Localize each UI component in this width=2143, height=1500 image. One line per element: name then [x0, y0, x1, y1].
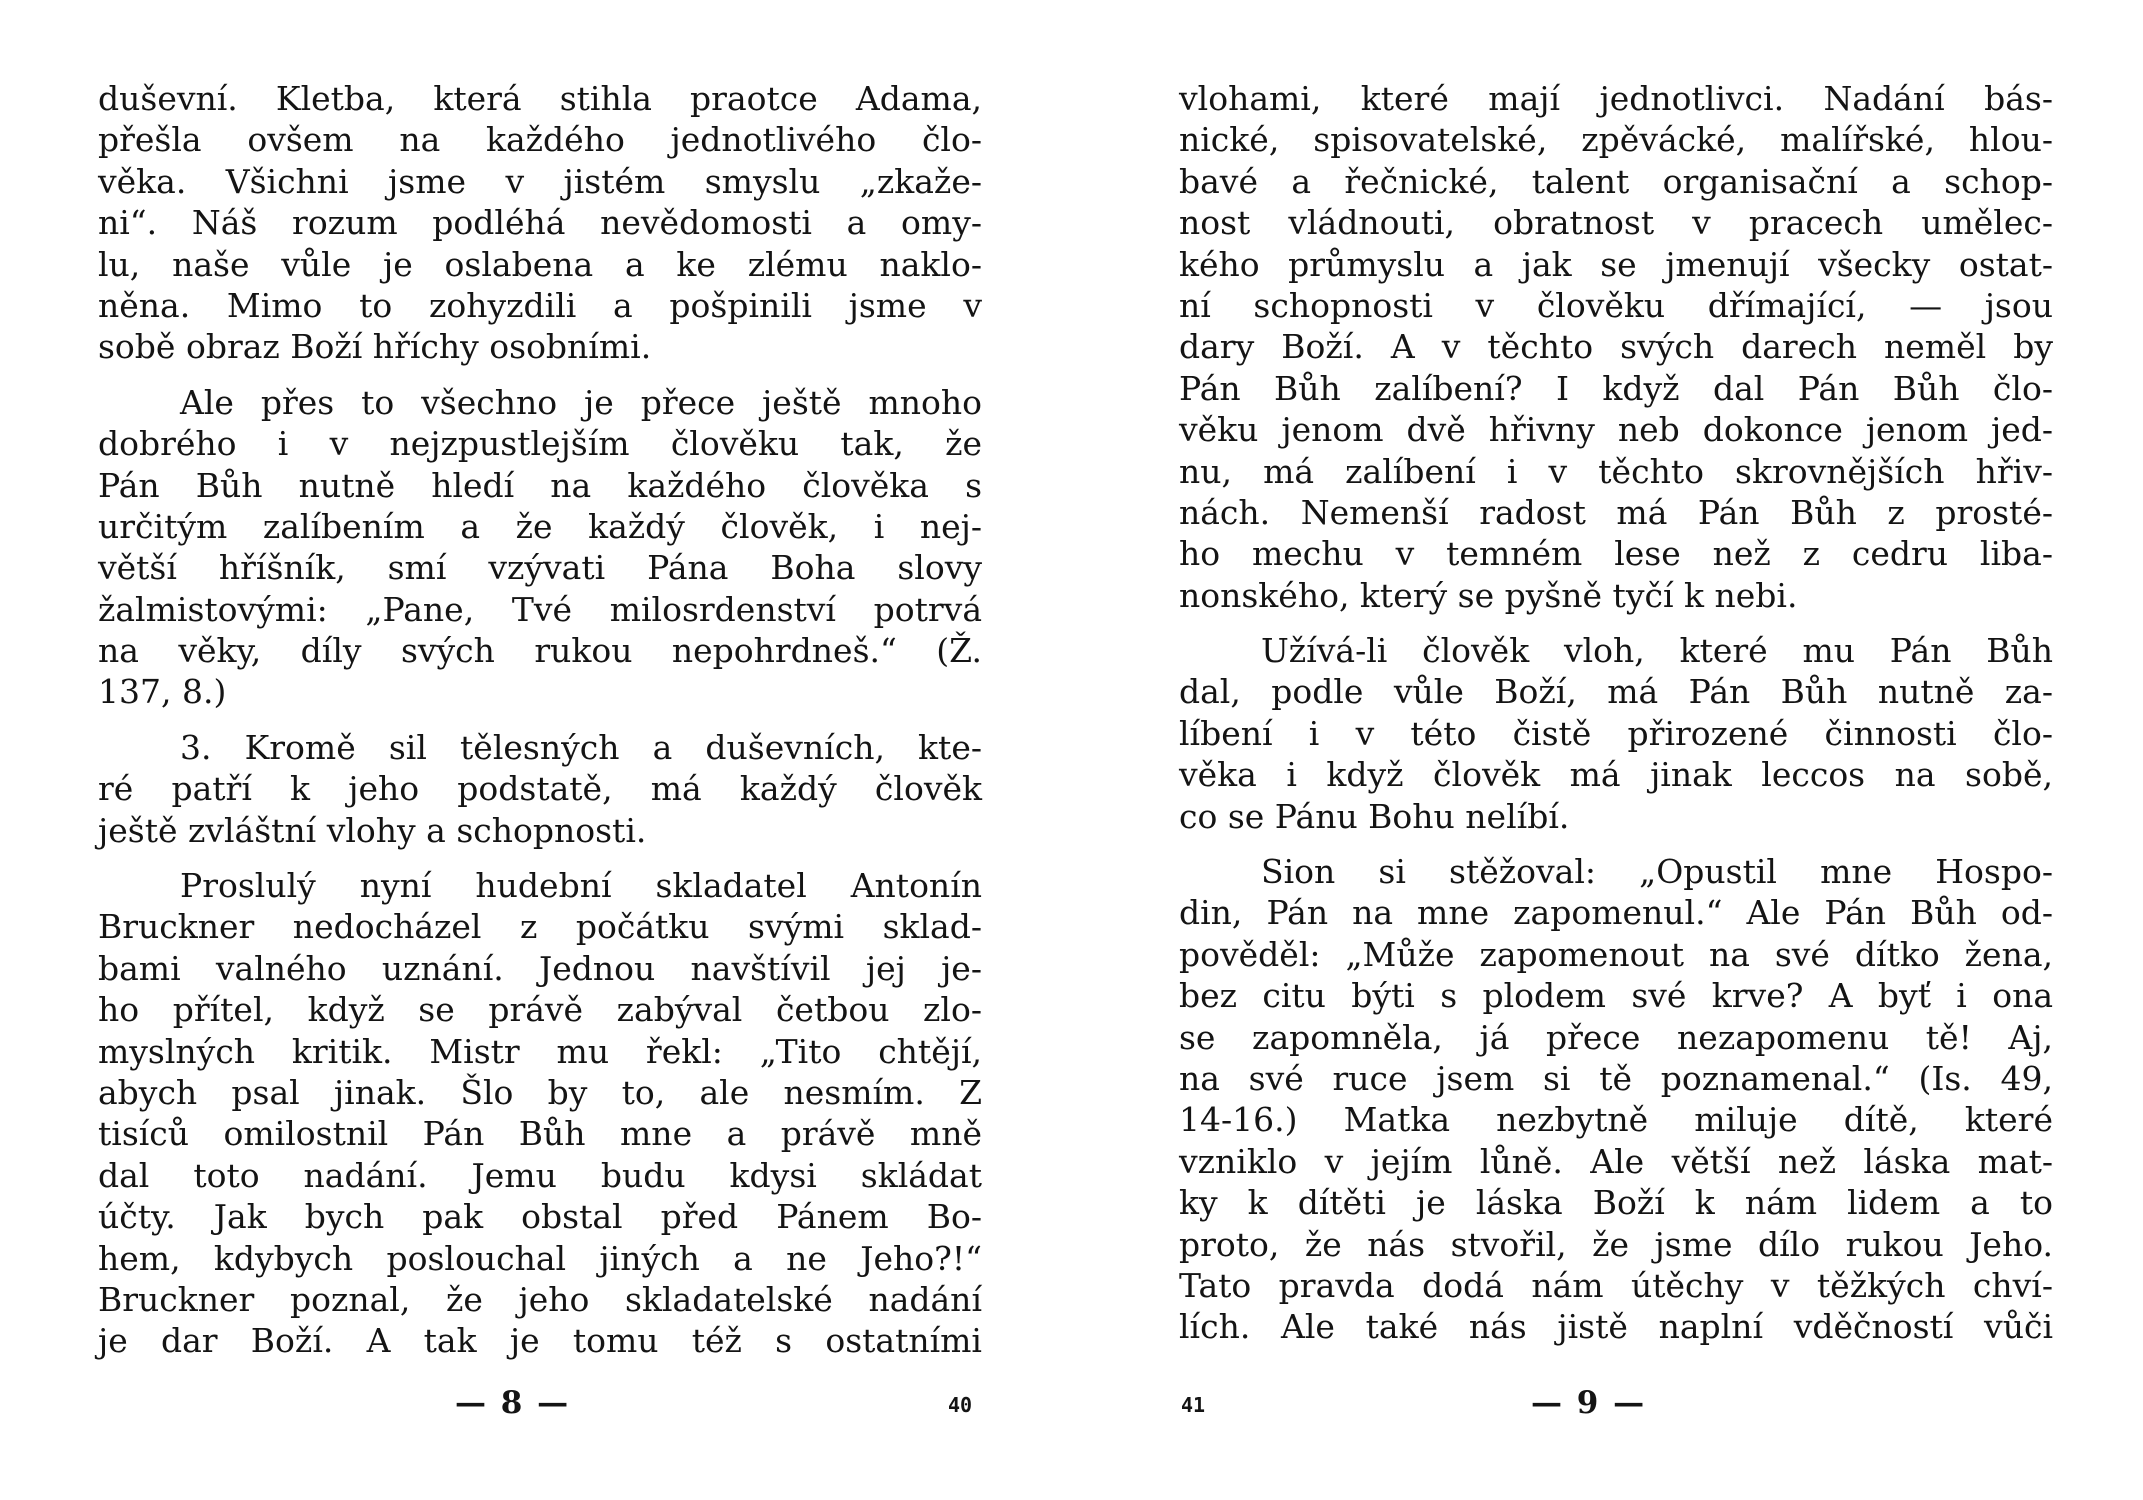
text-line: dal toto nadání. Jemu budu kdysi skládat: [98, 1155, 982, 1195]
text-line: líbení i v této čistě přirozené činnosti člo-: [1179, 713, 2053, 753]
text-line: hem, kdybych poslouchal jiných a ne Jeho?!“: [98, 1238, 982, 1278]
text-line: Tato pravda dodá nám útěchy v těžkých chví-: [1179, 1265, 2053, 1305]
text-line: ho přítel, když se právě zabýval četbou zlo-: [98, 990, 982, 1030]
text-line: přešla ovšem na každého jednotlivého člo-: [98, 120, 982, 160]
text-line: nost vládnouti, obratnost v pracech umělec-: [1179, 203, 2053, 243]
page-number: — 9 —: [1531, 1385, 1647, 1421]
text-line: lích. Ale také nás jistě naplní vděčností vůči: [1179, 1307, 2053, 1347]
left-page-text: [98, 78, 982, 1376]
text-line: pověděl: „Může zapomenout na své dítko žena,: [1179, 934, 2053, 974]
text-line: sobě obraz Boží hříchy osobními.: [98, 327, 652, 367]
text-line: věku jenom dvě hřivny neb dokonce jenom jed-: [1179, 410, 2053, 450]
text-line: ještě zvláštní vlohy a schopnosti.: [98, 810, 647, 850]
text-line: dal, podle vůle Boží, má Pán Bůh nutně za-: [1179, 672, 2053, 712]
text-line: účty. Jak bych pak obstal před Pánem Bo-: [98, 1197, 982, 1237]
text-line: na své ruce jsem si tě poznamenal.“ (Is. 49,: [1179, 1058, 2053, 1098]
text-line: 14-16.) Matka nezbytně miluje dítě, které: [1179, 1100, 2053, 1140]
text-line: nické, spisovatelské, zpěvácké, malířské, hlou-: [1179, 120, 2053, 160]
text-line: lu, naše vůle je oslabena a ke zlému naklo-: [98, 244, 982, 284]
text-line: Proslulý nyní hudební skladatel Antonín: [180, 866, 982, 906]
paragraph: [1179, 630, 2053, 837]
sheet-number: 41: [1181, 1393, 1206, 1417]
text-line: duševní. Kletba, která stihla praotce Adama,: [98, 79, 982, 118]
text-line: se zapomněla, já přece nezapomenu tě! Aj,: [1179, 1017, 2053, 1057]
text-line: věka. Všichni jsme v jistém smyslu „zkaže-: [98, 161, 982, 201]
text-line: ho mechu v temném lese než z cedru liba-: [1179, 534, 2053, 574]
text-line: dobrého i v nejzpustlejším člověku tak, že: [98, 424, 982, 464]
text-line: bami valného uznání. Jednou navštívil jej je-: [98, 948, 982, 988]
text-line: nu, má zalíbení i v těchto skrovnějších hřiv-: [1179, 451, 2053, 491]
right-page: [1071, 0, 2143, 1500]
paragraph: [1179, 78, 2053, 616]
text-line: Pán Bůh nutně hledí na každého člověka s: [98, 465, 982, 505]
text-line: ní schopnosti v člověku dřímající, — jsou: [1179, 285, 2053, 325]
text-line: určitým zalíbením a že každý člověk, i nej-: [98, 506, 982, 546]
text-line: ky k dítěti je láska Boží k nám lidem a to: [1179, 1183, 2053, 1223]
text-line: bez citu býti s plodem své krve? A byť i ona: [1179, 976, 2053, 1016]
page-number: — 8 —: [455, 1385, 571, 1421]
text-line: din, Pán na mne zapomenul.“ Ale Pán Bůh od-: [1179, 893, 2053, 933]
text-line: bavé a řečnické, talent organisační a schop-: [1179, 161, 2053, 201]
text-line: ni“. Náš rozum podléhá nevědomosti a omy-: [98, 203, 982, 243]
text-line: dary Boží. A v těchto svých darech neměl by: [1179, 327, 2053, 367]
text-line: Užívá-li člověk vloh, které mu Pán Bůh: [1261, 631, 2053, 671]
paragraph: [98, 78, 982, 368]
paragraph: [98, 865, 982, 1362]
text-line: tisíců omilostnil Pán Bůh mne a právě mně: [98, 1114, 982, 1154]
paragraph: [98, 727, 982, 851]
text-line: nonského, který se pyšně tyčí k nebi.: [1179, 575, 1798, 615]
left-page: [0, 0, 1071, 1500]
text-line: ré patří k jeho podstatě, má každý člověk: [98, 769, 982, 809]
text-line: Bruckner nedocházel z počátku svými sklad-: [98, 907, 982, 947]
text-line: něna. Mimo to zohyzdili a pošpinili jsme v: [98, 285, 982, 325]
text-line: kého průmyslu a jak se jmenují všecky ostat-: [1179, 244, 2053, 284]
text-line: 137, 8.): [98, 672, 227, 712]
right-page-text: [1179, 78, 2053, 1362]
text-line: proto, že nás stvořil, že jsme dílo rukou Jeho.: [1179, 1224, 2053, 1264]
text-line: 3. Kromě sil tělesných a duševních, kte-: [180, 727, 982, 767]
paragraph: [98, 382, 982, 713]
text-line: je dar Boží. A tak je tomu též s ostatními: [98, 1321, 982, 1361]
sheet-number: 40: [948, 1393, 973, 1417]
text-line: Pán Bůh zalíbení? I když dal Pán Bůh člo-: [1179, 368, 2053, 408]
text-line: Sion si stěžoval: „Opustil mne Hospo-: [1261, 852, 2053, 892]
text-line: vlohami, které mají jednotlivci. Nadání bás-: [1179, 79, 2053, 118]
text-line: žalmistovými: „Pane, Tvé milosrdenství potrvá: [98, 589, 982, 629]
text-line: na věky, díly svých rukou nepohrdneš.“ (Ž.: [98, 631, 982, 671]
text-line: vzniklo v jejím lůně. Ale větší než láska mat-: [1179, 1141, 2053, 1181]
text-line: abych psal jinak. Šlo by to, ale nesmím. Z: [98, 1072, 982, 1112]
text-line: věka i když člověk má jinak leccos na sobě,: [1179, 755, 2053, 795]
text-line: nách. Nemenší radost má Pán Bůh z prosté-: [1179, 492, 2053, 532]
text-line: Ale přes to všechno je přece ještě mnoho: [180, 382, 982, 422]
text-line: Bruckner poznal, že jeho skladatelské nadání: [98, 1279, 982, 1319]
paragraph: [1179, 851, 2053, 1348]
text-line: větší hříšník, smí vzývati Pána Boha slovy: [98, 548, 982, 588]
text-line: myslných kritik. Mistr mu řekl: „Tito chtějí,: [98, 1031, 982, 1071]
text-line: co se Pánu Bohu nelíbí.: [1179, 796, 1570, 836]
